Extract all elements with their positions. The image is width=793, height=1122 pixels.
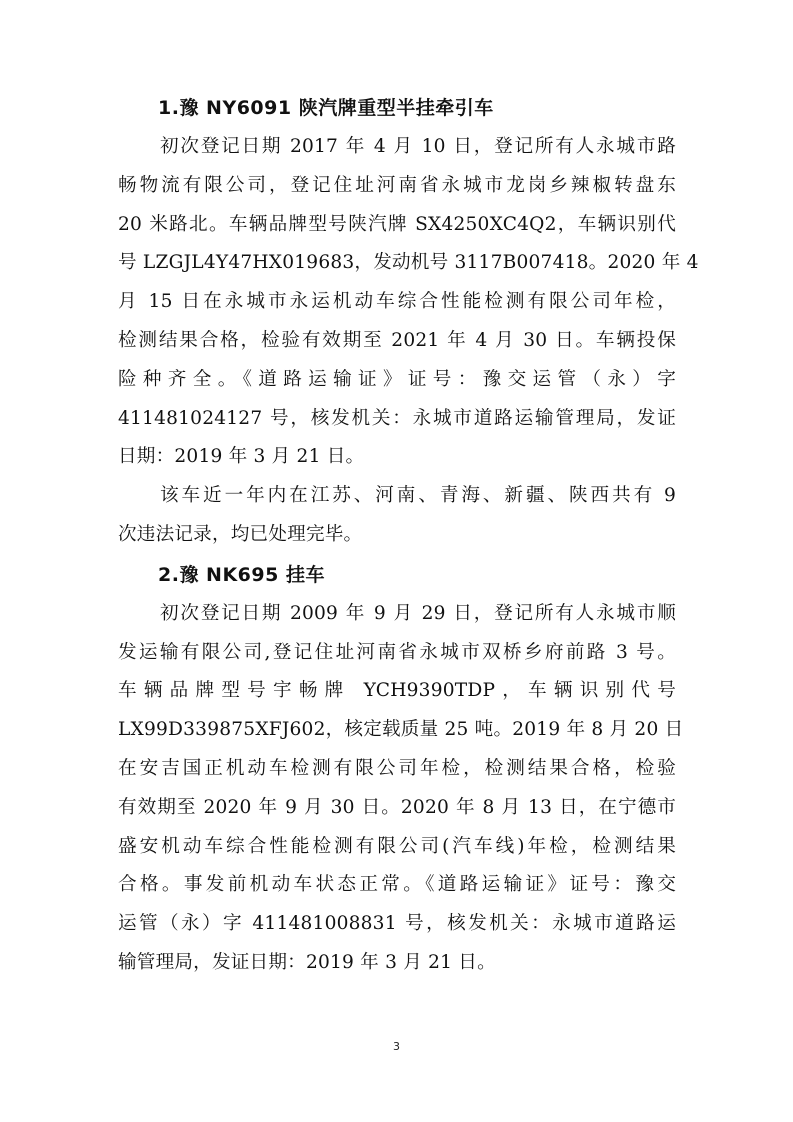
section-heading: 1.豫 NY6091 陕汽牌重型半挂牵引车 — [158, 97, 494, 119]
paragraph-line: 车辆品牌型号宇畅牌 YCH9390TDP，车辆识别代号 — [118, 680, 676, 702]
paragraph-line: 检测结果合格，检验有效期至 2021 年 4 月 30 日。车辆投保 — [118, 329, 676, 351]
paragraph-line: 合格。事发前机动车状态正常。《道路运输证》证号：豫交 — [118, 874, 676, 896]
paragraph — [118, 595, 684, 983]
section-2 — [118, 555, 684, 983]
paragraph-line: 险种齐全。《道路运输证》证号：豫交运管（永）字 — [118, 368, 676, 390]
paragraph-line: 初次登记日期 2009 年 9 月 29 日，登记所有人永城市顺 — [160, 602, 676, 624]
paragraph-line: 在安吉国正机动车检测有限公司年检，检测结果合格，检验 — [118, 757, 676, 779]
paragraph-line: 有效期至 2020 年 9 月 30 日。2020 年 8 月 13 日，在宁德市 — [118, 796, 676, 818]
section-1 — [118, 88, 699, 555]
paragraph-line: 该车近一年内在江苏、河南、青海、新疆、陕西共有 9 — [160, 485, 676, 507]
paragraph-line: LX99D339875XFJ602，核定载质量 25 吨。2019 年 8 月 20 日 — [118, 719, 684, 741]
paragraph-line: 畅物流有限公司，登记住址河南省永城市龙岗乡辣椒转盘东 — [118, 174, 676, 196]
document-page — [118, 88, 699, 983]
paragraph-line: 次违法记录，均已处理完毕。 — [118, 523, 363, 545]
paragraph-line: 月 15 日在永城市永运机动车综合性能检测有限公司年检， — [118, 291, 676, 313]
paragraph-line: 20 米路北。车辆品牌型号陕汽牌 SX4250XC4Q2，车辆识别代 — [118, 213, 676, 235]
paragraph-line: 盛安机动车综合性能检测有限公司(汽车线)年检，检测结果 — [118, 835, 676, 857]
paragraph — [118, 128, 699, 477]
paragraph-line: 号 LZGJL4Y47HX019683，发动机号 3117B007418。2020 年 4 — [118, 252, 699, 274]
paragraph-line: 运管（永）字 411481008831 号，核发机关：永城市道路运 — [118, 913, 676, 935]
page-number: 3 — [393, 1040, 400, 1053]
paragraph-line: 输管理局，发证日期：2019 年 3 月 21 日。 — [118, 951, 496, 973]
paragraph-line: 日期：2019 年 3 月 21 日。 — [118, 446, 365, 468]
paragraph-line: 411481024127 号，核发机关：永城市道路运输管理局，发证 — [118, 407, 676, 429]
paragraph — [118, 477, 676, 555]
paragraph-line: 初次登记日期 2017 年 4 月 10 日，登记所有人永城市路 — [160, 136, 676, 157]
section-heading: 2.豫 NK695 挂车 — [158, 563, 325, 586]
paragraph-line: 发运输有限公司,登记住址河南省永城市双桥乡府前路 3 号。 — [118, 641, 676, 663]
